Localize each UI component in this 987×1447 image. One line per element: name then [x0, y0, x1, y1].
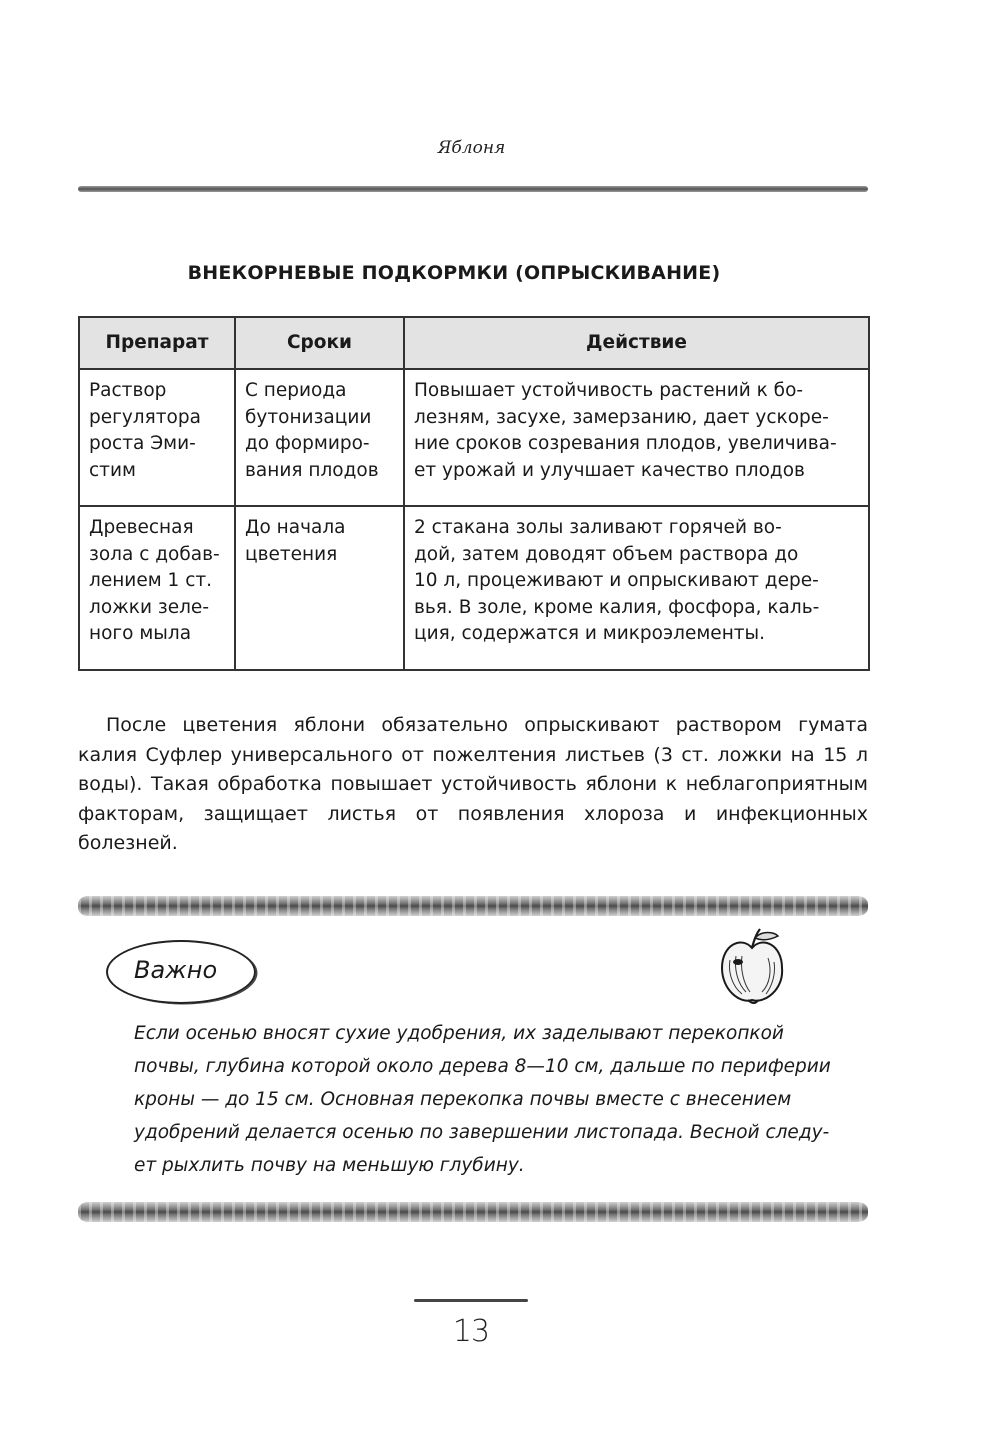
header-action: Действие: [404, 317, 869, 369]
page-number: 13: [452, 1314, 490, 1349]
line: вья. В золе, кроме калия, фосфора, каль-: [414, 596, 820, 618]
line: бутонизации: [245, 406, 372, 428]
important-note: [134, 1017, 860, 1182]
footer-rule: [414, 1299, 528, 1302]
cell-preparation: [79, 506, 235, 670]
note-line: удобрений делается осенью по завершении листопада. Весной следу-: [134, 1122, 830, 1143]
apple-icon: [712, 926, 792, 1008]
line: ция, содержатся и микроэлементы.: [414, 623, 766, 644]
line: регулятора: [89, 406, 201, 428]
cell-action: [404, 506, 869, 670]
note-line: кроны — до 15 см. Основная перекопка почвы вместе с внесением: [134, 1089, 792, 1110]
line: лезням, засухе, замерзанию, дает ускоре-: [414, 406, 829, 428]
cell-timing: [235, 369, 404, 506]
line: Древесная: [89, 517, 194, 538]
header-timing: Сроки: [235, 317, 404, 369]
line: цветения: [245, 543, 338, 565]
line: 2 стакана золы заливают горячей во-: [414, 517, 782, 538]
cell-preparation: [79, 369, 235, 506]
cell-action: [404, 369, 869, 506]
running-head: Яблоня: [437, 138, 506, 158]
feeding-table: [78, 316, 870, 671]
line: роста Эми-: [89, 433, 196, 454]
line: стим: [89, 459, 136, 481]
line: ного мыла: [89, 623, 192, 644]
brush-divider-top: [78, 896, 868, 916]
line: вания плодов: [245, 459, 379, 481]
table-row: [79, 506, 869, 670]
body-paragraph: После цветения яблони обязательно опрыскивают раствором гумата калия Суфлер универсального от пожелтения листьев (3 ст. ложки на 15 л воды). Такая обработка повышает устойчивость яблони к неблагоприятным факторам, защищает листья от появления хлороза и инфекционных болезней.: [78, 714, 868, 854]
line: до формиро-: [245, 433, 370, 454]
line: Раствор: [89, 380, 167, 401]
important-badge-label: Важно: [134, 956, 218, 984]
cell-timing: [235, 506, 404, 670]
header-preparation: Препарат: [79, 317, 235, 369]
table-row: [79, 369, 869, 506]
note-line: ет рыхлить почву на меньшую глубину.: [134, 1155, 525, 1176]
section-title: ВНЕКОРНЕВЫЕ ПОДКОРМКИ (ОПРЫСКИВАНИЕ): [187, 262, 721, 284]
note-line: почвы, глубина которой около дерева 8—10 см, дальше по периферии: [134, 1056, 831, 1077]
line: зола с добав-: [89, 543, 220, 565]
important-badge: [106, 940, 256, 1004]
brush-divider-bottom: [78, 1202, 868, 1222]
line: До начала: [245, 517, 346, 538]
line: ложки зеле-: [89, 596, 209, 618]
line: 10 л, процеживают и опрыскивают дере-: [414, 570, 819, 591]
line: Повышает устойчивость растений к бо-: [414, 380, 804, 401]
note-line: Если осенью вносят сухие удобрения, их заделывают перекопкой: [134, 1023, 784, 1044]
line: дой, затем доводят объем раствора до: [414, 543, 799, 565]
line: ние сроков созревания плодов, увеличива-: [414, 433, 837, 454]
line: ет урожай и улучшает качество плодов: [414, 459, 805, 481]
line: лением 1 ст.: [89, 570, 213, 591]
header-rule: [78, 186, 868, 192]
table-header-row: [79, 317, 869, 369]
line: С периода: [245, 380, 347, 401]
